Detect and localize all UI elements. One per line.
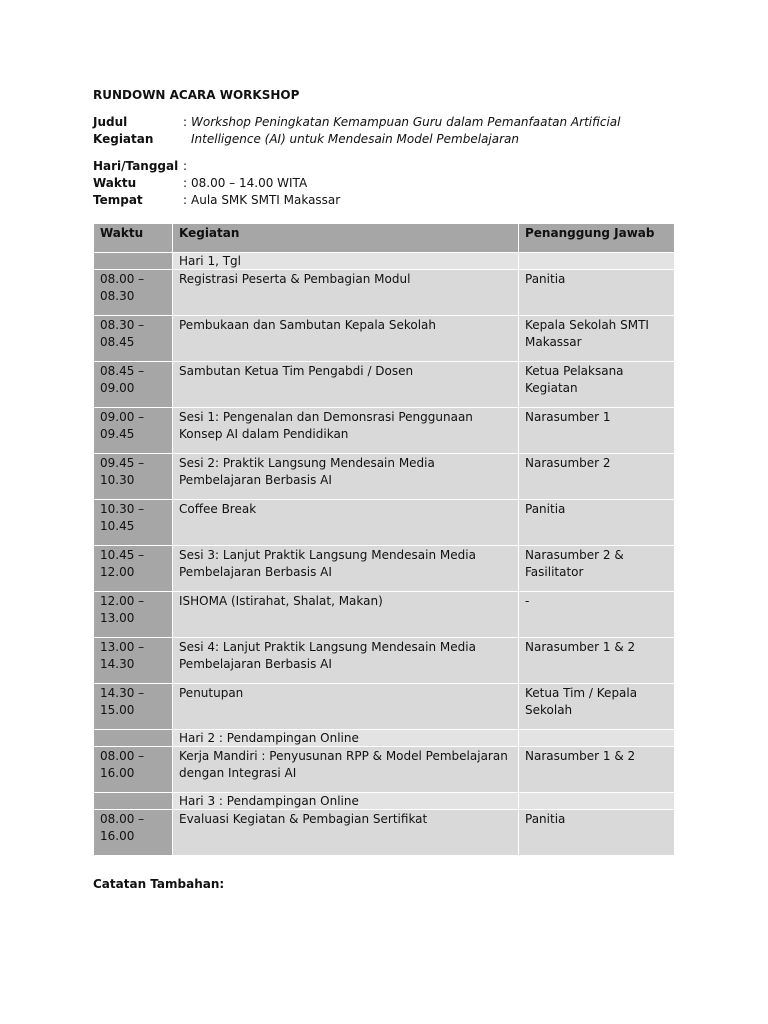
meta-hari-value: [191, 158, 683, 175]
row-activity: Pembukaan dan Sambutan Kepala Sekolah: [173, 316, 519, 362]
row-time: 14.30 – 15.00: [94, 684, 173, 730]
row-time: 10.45 – 12.00: [94, 546, 173, 592]
table-row: [94, 454, 675, 500]
table-row: [94, 270, 675, 316]
table-row: [94, 592, 675, 638]
row-time: 09.45 – 10.30: [94, 454, 173, 500]
meta-judul-value: Workshop Peningkatan Kemampuan Guru dalam Pemanfaatan Artificial Intelligence (AI) untuk Mendesain Model Pembelajaran: [191, 115, 621, 146]
meta-judul-label: Judul Kegiatan: [93, 115, 154, 146]
row-pic: Panitia: [519, 810, 675, 856]
day-row: [94, 253, 675, 270]
row-time: 08.30 – 08.45: [94, 316, 173, 362]
table-row: [94, 408, 675, 454]
table-row: [94, 500, 675, 546]
meta-tempat: [93, 192, 683, 209]
table-row: [94, 684, 675, 730]
document-header: [93, 87, 683, 209]
row-pic: Narasumber 1 & 2: [519, 638, 675, 684]
row-time: 10.30 – 10.45: [94, 500, 173, 546]
row-pic: -: [519, 592, 675, 638]
table-row: [94, 316, 675, 362]
meta-colon: :: [183, 193, 188, 207]
day-label: Hari 3 : Pendampingan Online: [173, 793, 519, 810]
row-pic: Narasumber 1: [519, 408, 675, 454]
row-activity: Evaluasi Kegiatan & Pembagian Sertifikat: [173, 810, 519, 856]
row-activity: Sesi 2: Praktik Langsung Mendesain Media Pembelajaran Berbasis AI: [173, 454, 519, 500]
meta-tempat-label: Tempat: [93, 193, 143, 207]
meta-judul: [93, 114, 683, 148]
table-row: [94, 362, 675, 408]
table-header-row: [94, 224, 675, 253]
row-time: 08.45 – 09.00: [94, 362, 173, 408]
row-pic: Panitia: [519, 500, 675, 546]
row-activity: Sesi 3: Lanjut Praktik Langsung Mendesain Media Pembelajaran Berbasis AI: [173, 546, 519, 592]
meta-hari: [93, 158, 683, 175]
meta-hari-label: Hari/Tanggal: [93, 159, 179, 173]
row-pic: Ketua Pelaksana Kegiatan: [519, 362, 675, 408]
row-time: 12.00 – 13.00: [94, 592, 173, 638]
row-pic: Ketua Tim / Kepala Sekolah: [519, 684, 675, 730]
row-activity: Coffee Break: [173, 500, 519, 546]
row-activity: Kerja Mandiri : Penyusunan RPP & Model Pembelajaran dengan Integrasi AI: [173, 747, 519, 793]
rundown-table: [93, 223, 675, 856]
meta-colon: :: [183, 115, 188, 129]
row-time: 08.00 – 08.30: [94, 270, 173, 316]
row-time: 09.00 – 09.45: [94, 408, 173, 454]
row-time: 13.00 – 14.30: [94, 638, 173, 684]
row-activity: Penutupan: [173, 684, 519, 730]
meta-tempat-value: Aula SMK SMTI Makassar: [191, 193, 341, 207]
row-time: 08.00 – 16.00: [94, 810, 173, 856]
meta-waktu: [93, 175, 683, 192]
meta-colon: :: [183, 176, 188, 190]
row-activity: Sambutan Ketua Tim Pengabdi / Dosen: [173, 362, 519, 408]
row-pic: Narasumber 2 & Fasilitator: [519, 546, 675, 592]
row-activity: Sesi 1: Pengenalan dan Demonsrasi Penggunaan Konsep AI dalam Pendidikan: [173, 408, 519, 454]
header-waktu: Waktu: [94, 224, 173, 253]
table-row: [94, 747, 675, 793]
document-title: RUNDOWN ACARA WORKSHOP: [93, 88, 300, 102]
meta-waktu-label: Waktu: [93, 176, 137, 190]
row-pic: Narasumber 2: [519, 454, 675, 500]
meta-colon: :: [183, 159, 188, 173]
table-row: [94, 546, 675, 592]
row-activity: ISHOMA (Istirahat, Shalat, Makan): [173, 592, 519, 638]
row-pic: Narasumber 1 & 2: [519, 747, 675, 793]
row-pic: Panitia: [519, 270, 675, 316]
row-pic: Kepala Sekolah SMTI Makassar: [519, 316, 675, 362]
day-label: Hari 1, Tgl: [173, 253, 519, 270]
table-row: [94, 638, 675, 684]
row-activity: Sesi 4: Lanjut Praktik Langsung Mendesain Media Pembelajaran Berbasis AI: [173, 638, 519, 684]
row-time: 08.00 – 16.00: [94, 747, 173, 793]
header-kegiatan: Kegiatan: [173, 224, 519, 253]
header-penanggung-jawab: Penanggung Jawab: [519, 224, 675, 253]
day-row: [94, 793, 675, 810]
table-row: [94, 810, 675, 856]
day-row: [94, 730, 675, 747]
row-activity: Registrasi Peserta & Pembagian Modul: [173, 270, 519, 316]
meta-waktu-value: 08.00 – 14.00 WITA: [191, 176, 308, 190]
notes-label: Catatan Tambahan:: [93, 877, 225, 891]
day-label: Hari 2 : Pendampingan Online: [173, 730, 519, 747]
